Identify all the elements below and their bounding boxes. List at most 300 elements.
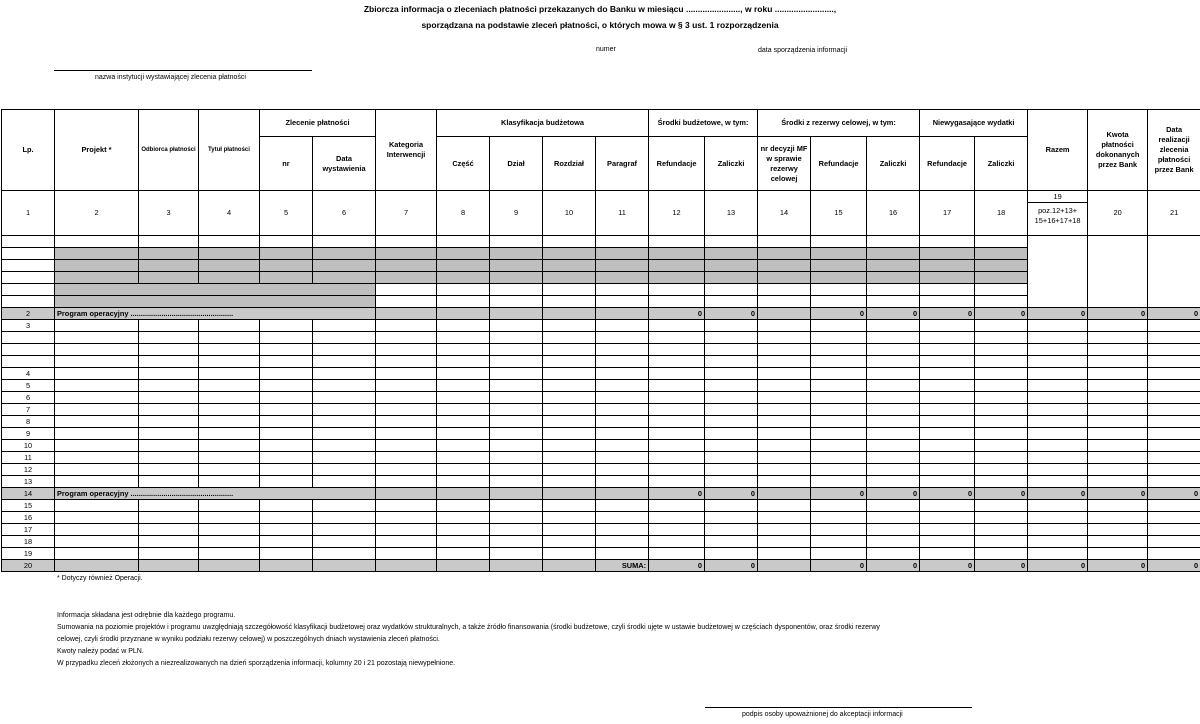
table-cell (596, 308, 649, 320)
table-cell (867, 356, 920, 368)
table-cell (260, 428, 313, 440)
table-cell (55, 380, 139, 392)
table-cell (758, 536, 811, 548)
table-cell (199, 500, 260, 512)
table-row (2, 512, 1200, 524)
table-cell (1088, 404, 1148, 416)
table-cell (596, 464, 649, 476)
table-cell (1028, 356, 1088, 368)
table-cell (260, 500, 313, 512)
table-cell (260, 344, 313, 356)
header-refundacje-budz: Refundacje (649, 137, 705, 191)
table-cell (1088, 536, 1148, 548)
table-cell (975, 500, 1028, 512)
table-cell (437, 380, 490, 392)
table-cell (596, 512, 649, 524)
column-number: 5 (260, 191, 313, 236)
table-cell (199, 344, 260, 356)
table-cell (758, 248, 811, 260)
table-cell (139, 272, 199, 284)
table-cell (649, 476, 705, 488)
table-cell (260, 368, 313, 380)
table-cell (437, 548, 490, 560)
sum-value: 0 (649, 560, 705, 572)
table-cell (975, 428, 1028, 440)
table-cell (260, 524, 313, 536)
table-cell (55, 428, 139, 440)
table-cell (313, 524, 376, 536)
table-cell (490, 512, 543, 524)
row-number: 3 (2, 320, 55, 332)
sum-value: 0 (975, 488, 1028, 500)
table-row (2, 428, 1200, 440)
table-cell (758, 356, 811, 368)
table-cell (920, 248, 975, 260)
table-cell (260, 404, 313, 416)
table-cell (260, 392, 313, 404)
info-line-4: Kwoty należy podać w PLN. (57, 648, 144, 655)
table-cell (313, 416, 376, 428)
table-cell (313, 512, 376, 524)
table-cell (975, 548, 1028, 560)
table-cell (437, 368, 490, 380)
table-cell (920, 296, 975, 308)
header-klasyfikacja: Klasyfikacja budżetowa (437, 110, 649, 137)
table-cell (920, 500, 975, 512)
table-cell (490, 260, 543, 272)
table-cell (758, 272, 811, 284)
table-cell (867, 524, 920, 536)
table-cell (811, 392, 867, 404)
table-cell (139, 476, 199, 488)
table-cell (649, 332, 705, 344)
table-cell (758, 560, 811, 572)
table-cell (543, 500, 596, 512)
table-cell (437, 260, 490, 272)
table-cell (490, 296, 543, 308)
column-number-20: 20 (1088, 191, 1148, 236)
sum-value: 0 (1148, 308, 1200, 320)
table-cell (758, 260, 811, 272)
table-cell (811, 500, 867, 512)
table-cell (313, 452, 376, 464)
table-cell (758, 332, 811, 344)
column-number: 13 (705, 191, 758, 236)
table-cell (1088, 392, 1148, 404)
table-cell (2, 236, 55, 248)
column-number: 4 (199, 191, 260, 236)
table-cell (596, 392, 649, 404)
table-cell (437, 356, 490, 368)
sum-value: 0 (1088, 560, 1148, 572)
column-number: 2 (55, 191, 139, 236)
table-cell (758, 524, 811, 536)
table-cell (705, 332, 758, 344)
table-cell (811, 416, 867, 428)
table-cell (596, 296, 649, 308)
table-cell (867, 440, 920, 452)
table-cell (437, 320, 490, 332)
table-cell (376, 512, 437, 524)
table-cell (596, 488, 649, 500)
table-cell (139, 536, 199, 548)
table-cell (867, 344, 920, 356)
table-cell (139, 548, 199, 560)
table-cell (313, 440, 376, 452)
table-cell (55, 296, 376, 308)
table-row (2, 296, 1200, 308)
table-cell (920, 440, 975, 452)
header-dzial: Dział (490, 137, 543, 191)
table-cell (313, 476, 376, 488)
table-row (2, 452, 1200, 464)
table-cell (1028, 536, 1088, 548)
table-cell (1088, 440, 1148, 452)
sum-value: 0 (975, 308, 1028, 320)
table-cell (867, 380, 920, 392)
table-row (2, 464, 1200, 476)
table-cell (705, 512, 758, 524)
table-cell (649, 380, 705, 392)
sum-value: 0 (1088, 488, 1148, 500)
table-cell (705, 380, 758, 392)
table-cell (1028, 464, 1088, 476)
table-cell (490, 440, 543, 452)
table-cell (2, 284, 55, 296)
row-number: 7 (2, 404, 55, 416)
table-cell (867, 512, 920, 524)
header-lp: Lp. (2, 110, 55, 191)
column-number: 11 (596, 191, 649, 236)
table-cell (920, 392, 975, 404)
table-cell (543, 272, 596, 284)
table-cell (490, 344, 543, 356)
table-cell (649, 536, 705, 548)
table-cell (649, 260, 705, 272)
table-cell (543, 404, 596, 416)
table-cell (867, 404, 920, 416)
table-cell (490, 248, 543, 260)
table-cell (649, 440, 705, 452)
table-cell (139, 356, 199, 368)
column-number: 9 (490, 191, 543, 236)
table-row (2, 368, 1200, 380)
table-cell (705, 536, 758, 548)
table-cell (376, 248, 437, 260)
table-cell (867, 392, 920, 404)
table-cell (705, 416, 758, 428)
sum-value: 0 (867, 488, 920, 500)
table-cell (437, 404, 490, 416)
sum-value: 0 (1028, 308, 1088, 320)
table-cell (811, 236, 867, 248)
table-cell (139, 368, 199, 380)
table-cell (139, 320, 199, 332)
table-cell (313, 236, 376, 248)
table-cell (260, 356, 313, 368)
table-cell (920, 320, 975, 332)
table-cell (55, 404, 139, 416)
table-cell (1148, 512, 1200, 524)
table-cell (313, 320, 376, 332)
table-cell (758, 512, 811, 524)
table-cell (139, 392, 199, 404)
table-cell (1148, 428, 1200, 440)
table-cell (437, 272, 490, 284)
table-cell (649, 500, 705, 512)
table-cell (2, 296, 55, 308)
table-cell (596, 320, 649, 332)
table-cell (199, 380, 260, 392)
table-cell (1088, 524, 1148, 536)
table-cell (758, 452, 811, 464)
column-number: 16 (867, 191, 920, 236)
table-cell (975, 356, 1028, 368)
table-cell (758, 500, 811, 512)
table-cell (705, 464, 758, 476)
table-cell (55, 356, 139, 368)
table-cell (490, 464, 543, 476)
table-cell (1148, 536, 1200, 548)
table-cell (376, 272, 437, 284)
table-cell (55, 368, 139, 380)
table-cell (260, 548, 313, 560)
table-cell (313, 272, 376, 284)
table-cell (1148, 416, 1200, 428)
suma-label: SUMA: (596, 560, 649, 572)
header-zaliczki-budz: Zaliczki (705, 137, 758, 191)
table-cell (920, 416, 975, 428)
table-cell (975, 320, 1028, 332)
table-cell (139, 524, 199, 536)
table-cell (1088, 368, 1148, 380)
table-cell (55, 524, 139, 536)
table-cell (758, 320, 811, 332)
table-cell (705, 368, 758, 380)
header-tytul: Tytuł płatności (199, 110, 260, 191)
table-cell (139, 416, 199, 428)
row-number: 16 (2, 512, 55, 524)
table-cell (649, 236, 705, 248)
table-cell (376, 320, 437, 332)
table-cell (649, 248, 705, 260)
table-cell (1148, 380, 1200, 392)
form-title-line1: Zbiorcza informacja o zleceniach płatności przekazanych do Banku w miesiącu ......................., w roku ........................., (363, 4, 837, 14)
header-nr: nr (260, 137, 313, 191)
table-cell (490, 332, 543, 344)
table-cell (55, 452, 139, 464)
sum-value: 0 (1028, 488, 1088, 500)
sum-value: 0 (811, 560, 867, 572)
table-cell (596, 548, 649, 560)
table-cell (199, 536, 260, 548)
table-cell (1088, 236, 1148, 308)
table-cell (920, 368, 975, 380)
table-cell (1028, 416, 1088, 428)
table-cell (1028, 524, 1088, 536)
sum-value: 0 (1028, 560, 1088, 572)
table-cell (139, 512, 199, 524)
table-cell (199, 248, 260, 260)
row-number: 4 (2, 368, 55, 380)
table-cell (1028, 476, 1088, 488)
row-number: 6 (2, 392, 55, 404)
table-cell (1088, 548, 1148, 560)
table-cell (376, 392, 437, 404)
table-cell (490, 416, 543, 428)
sum-value: 0 (975, 560, 1028, 572)
table-cell (313, 380, 376, 392)
table-cell (920, 356, 975, 368)
column-number: 3 (139, 191, 199, 236)
table-cell (543, 248, 596, 260)
table-cell (975, 416, 1028, 428)
table-cell (260, 452, 313, 464)
table-row (2, 320, 1200, 332)
table-cell (920, 452, 975, 464)
table-cell (376, 296, 437, 308)
table-row (2, 536, 1200, 548)
sum-value: 0 (649, 308, 705, 320)
table-row (2, 476, 1200, 488)
table-cell (1148, 524, 1200, 536)
column-number: 8 (437, 191, 490, 236)
table-cell (199, 368, 260, 380)
table-cell (1148, 464, 1200, 476)
table-cell (490, 428, 543, 440)
table-cell (867, 260, 920, 272)
info-line-1: Informacja składana jest odrębnie dla każdego programu. (57, 612, 236, 619)
table-cell (1028, 392, 1088, 404)
table-cell (1028, 380, 1088, 392)
table-cell (490, 356, 543, 368)
row-number: 5 (2, 380, 55, 392)
table-cell (437, 284, 490, 296)
table-cell (705, 284, 758, 296)
table-cell (811, 524, 867, 536)
row-number: 19 (2, 548, 55, 560)
table-cell (490, 368, 543, 380)
table-cell (437, 536, 490, 548)
table-cell (260, 380, 313, 392)
table-cell (596, 416, 649, 428)
table-cell (811, 512, 867, 524)
sum-value: 0 (920, 560, 975, 572)
table-cell (199, 464, 260, 476)
table-cell (437, 476, 490, 488)
table-cell (376, 308, 437, 320)
table-cell (975, 536, 1028, 548)
table-cell (705, 548, 758, 560)
table-cell (975, 512, 1028, 524)
table-cell (376, 560, 437, 572)
table-cell (649, 320, 705, 332)
table-cell (2, 248, 55, 260)
table-cell (1028, 368, 1088, 380)
table-cell (1088, 380, 1148, 392)
form-title-line2: sporządzana na podstawie zleceń płatności, o których mowa w § 3 ust. 1 rozporządzenia (421, 20, 779, 30)
table-cell (437, 296, 490, 308)
table-cell (313, 548, 376, 560)
table-cell (1148, 548, 1200, 560)
table-cell (649, 428, 705, 440)
table-cell (649, 392, 705, 404)
table-cell (260, 416, 313, 428)
table-cell (313, 356, 376, 368)
table-cell (490, 500, 543, 512)
sum-value: 0 (867, 308, 920, 320)
table-cell (1028, 344, 1088, 356)
table-cell (920, 284, 975, 296)
table-cell (55, 512, 139, 524)
table-cell (596, 380, 649, 392)
table-cell (543, 320, 596, 332)
table-cell (437, 308, 490, 320)
table-cell (313, 248, 376, 260)
table-cell (1028, 548, 1088, 560)
table-cell (1088, 344, 1148, 356)
program-row (2, 308, 1200, 320)
table-row (2, 392, 1200, 404)
column-number: 7 (376, 191, 437, 236)
table-cell (543, 488, 596, 500)
table-cell (758, 380, 811, 392)
sum-value: 0 (705, 488, 758, 500)
table-cell (376, 524, 437, 536)
table-cell (490, 488, 543, 500)
table-cell (55, 260, 139, 272)
table-cell (758, 416, 811, 428)
table-cell (705, 428, 758, 440)
table-cell (975, 392, 1028, 404)
table-cell (1148, 440, 1200, 452)
row-number: 2 (2, 308, 55, 320)
table-cell (649, 344, 705, 356)
table-cell (313, 368, 376, 380)
table-cell (313, 392, 376, 404)
table-cell (758, 296, 811, 308)
table-cell (1028, 404, 1088, 416)
table-cell (199, 548, 260, 560)
table-cell (376, 476, 437, 488)
table-cell (811, 320, 867, 332)
table-cell (199, 320, 260, 332)
header-srodki-rezerwy: Środki z rezerwy celowej, w tym: (758, 110, 920, 137)
table-cell (975, 296, 1028, 308)
sum-value: 0 (811, 488, 867, 500)
table-cell (199, 392, 260, 404)
header-kategoria: Kategoria Interwencji (376, 110, 437, 191)
table-row (2, 332, 1200, 344)
table-cell (920, 236, 975, 248)
row-number: 17 (2, 524, 55, 536)
table-cell (376, 404, 437, 416)
table-cell (139, 464, 199, 476)
header-zaliczki-rez: Zaliczki (867, 137, 920, 191)
table-cell (596, 404, 649, 416)
table-cell (649, 404, 705, 416)
row-number: 12 (2, 464, 55, 476)
table-cell (260, 536, 313, 548)
table-cell (920, 428, 975, 440)
row-number: 20 (2, 560, 55, 572)
table-cell (490, 272, 543, 284)
table-cell (649, 512, 705, 524)
table-cell (975, 464, 1028, 476)
table-cell (313, 500, 376, 512)
table-cell (975, 260, 1028, 272)
table-cell (437, 488, 490, 500)
